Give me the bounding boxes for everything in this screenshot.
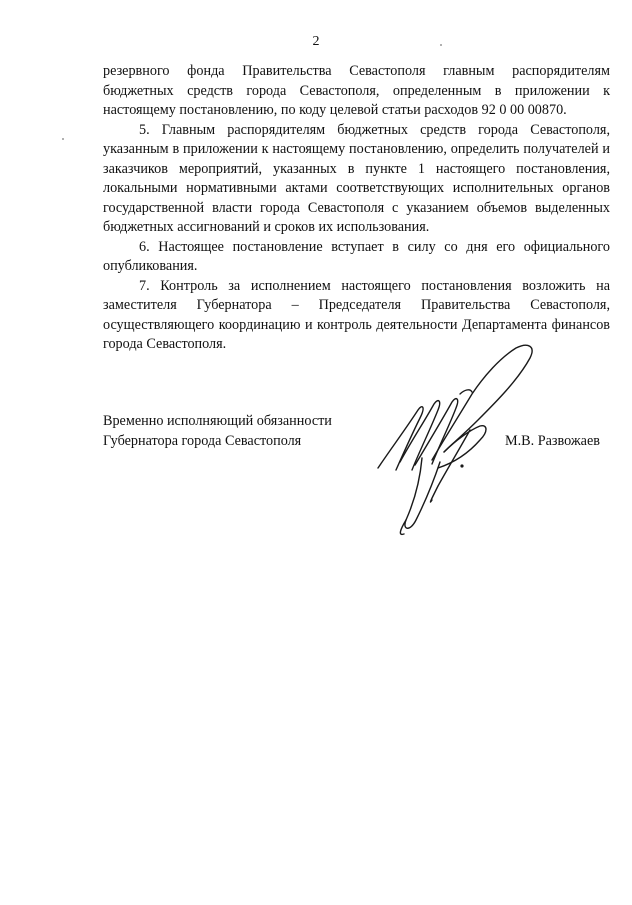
- paragraph-item-5: 5. Главным распорядителям бюджетных средств города Севастополя, указанным в приложении к настоящему постановлению, определить получателей и заказчиков мероприятий, указанных в пункте 1 настоящего постановления, локальными нормативными актами соответствующих исполнительных органов государственной власти города Севастополя с указанием объемов выделенных бюджетных ассигнований и сроков их использования.: [103, 121, 610, 235]
- paragraph-continuation: резервного фонда Правительства Севастополя главным распорядителям бюджетных средств города Севастополя, определенным в приложении к настоящему постановлению, по коду целевой статьи расходов 92 0 00 00870.: [103, 63, 610, 118]
- signatory-name: М.В. Развожаев: [505, 433, 600, 449]
- document-body: [103, 62, 610, 355]
- signatory-title-line-2: Губернатора города Севастополя: [103, 432, 302, 449]
- scan-speck: [440, 44, 442, 46]
- scan-speck: [62, 138, 64, 140]
- signatory-title-line-1: Временно исполняющий обязанности: [103, 413, 332, 429]
- paragraph-item-6: 6. Настоящее постановление вступает в силу со дня его официального опубликования.: [103, 238, 610, 274]
- paragraph-item-7: 7. Контроль за исполнением настоящего постановления возложить на заместителя Губернатора – Председателя Правительства Севастополя, осуществляющего координацию и контроль деятельности Департамента финансов города Севастополя.: [103, 277, 610, 352]
- page-number: 2: [312, 34, 320, 49]
- signatory-title: [103, 412, 332, 451]
